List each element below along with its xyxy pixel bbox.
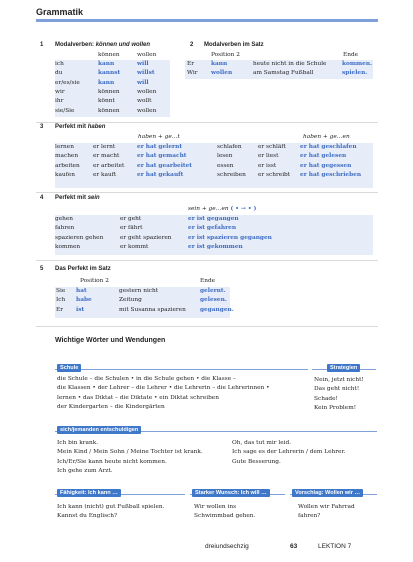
present-form: er schreibt — [258, 171, 291, 178]
divider — [36, 260, 378, 261]
modal-pronoun: er/es/sie — [55, 79, 80, 86]
s5-middle: mit Susanna spazieren — [119, 306, 186, 313]
infinitive: lernen — [55, 144, 74, 150]
present-form: er lernt — [93, 144, 116, 150]
divider — [36, 326, 378, 327]
schule-line: lernen • das Diktat – die Diktate • ein Diktat schreiben — [57, 394, 219, 401]
modal-koennen-form: könnt — [98, 98, 115, 105]
footer-page-word: dreiundsechzig — [205, 543, 249, 550]
entschuldigen-right-line: Oh, das tut mir leid. — [232, 440, 292, 446]
wunsch-label: Starker Wunsch: Ich will … — [192, 489, 270, 497]
divider — [36, 122, 378, 123]
modal-wollen-form: willst — [137, 70, 155, 77]
infinitive: machen — [55, 153, 79, 160]
modal-wollen-form: will — [137, 79, 149, 86]
s5-subject: Sie — [56, 288, 66, 294]
section-1-title-main: Modalverben: — [55, 42, 95, 48]
s2-head-ende: Ende — [343, 52, 359, 58]
s3-head-right: haben + ge…en — [303, 134, 350, 140]
s2-modal-verb: kann — [211, 61, 228, 67]
s3-head-left: haben + ge…t — [138, 134, 180, 140]
section-3-number: 3 — [40, 124, 44, 130]
section-2-title: Modalverben im Satz — [204, 42, 264, 48]
present-form: er isst — [258, 162, 277, 169]
s5-head-pos2: Position 2 — [80, 278, 109, 284]
section-1-title-italic: können und wollen — [95, 42, 151, 48]
section-3-title-italic: haben — [87, 124, 106, 130]
s5-subject: Ich — [56, 297, 66, 304]
s5-aux-verb: habe — [76, 297, 92, 304]
present-form: er geht — [120, 216, 142, 222]
infinitive: spazieren gehen — [55, 234, 104, 241]
perfect-form: er hat geschlafen — [300, 144, 357, 150]
modal-pronoun: wir — [55, 88, 65, 95]
perfect-form: er hat gemacht — [137, 153, 187, 160]
words-title: Wichtige Wörter und Wendungen — [55, 337, 166, 344]
section-1-title — [55, 42, 150, 48]
s5-aux-verb: hat — [76, 288, 87, 294]
perfect-form: er ist gekommen — [188, 243, 243, 250]
s2-head-pos2: Position 2 — [211, 52, 240, 58]
s5-participle: gelernt. — [200, 288, 226, 294]
section-4-title-main: Perfekt mit — [55, 195, 87, 201]
s2-infinitive: spielen. — [342, 70, 368, 77]
strategien-label: Strategien — [327, 364, 360, 372]
page-title: Grammatik — [36, 7, 84, 17]
entschuldigen-left-line: Ich bin krank. — [57, 440, 99, 446]
faehigkeit-line: Kannst du Englisch? — [57, 513, 118, 520]
infinitive: schreiben — [217, 171, 246, 178]
modal-wollen-form: wollen — [137, 107, 157, 114]
perfect-form: er hat gelernt — [137, 144, 183, 150]
perfect-form: er ist gefahren — [188, 225, 237, 232]
perfect-form: er hat gekauft — [137, 171, 184, 178]
section-5-title: Das Perfekt im Satz — [55, 266, 111, 272]
section-4-title-italic: sein — [87, 195, 100, 201]
section-4-number: 4 — [40, 195, 44, 201]
perfect-form: er hat gearbeitet — [137, 162, 192, 169]
infinitive: schlafen — [217, 144, 242, 150]
section-3-title — [55, 124, 105, 130]
infinitive: gehen — [55, 216, 74, 222]
modal-wollen-form: wollt — [137, 98, 152, 105]
strategien-line: Kein Problem! — [314, 404, 357, 411]
s2-middle: am Samstag Fußball — [253, 70, 314, 77]
schule-line: die Klassen • der Lehrer – die Lehrer • die Lehrerin – die Lehrerinnen • — [57, 385, 270, 392]
s5-head-ende: Ende — [200, 278, 216, 284]
s5-middle: gestern nicht — [119, 288, 159, 294]
present-form: er liest — [258, 153, 279, 160]
s1-head-koennen: können — [98, 52, 120, 58]
modal-wollen-form: will — [137, 61, 149, 67]
perfect-form: er hat geschrieben — [300, 171, 362, 178]
infinitive: arbeiten — [55, 162, 80, 169]
present-form: er kauft — [93, 171, 117, 178]
wunsch-line: Wir wollen ins — [194, 504, 237, 510]
present-form: er kommt — [120, 243, 149, 250]
footer-page-number: 63 — [290, 543, 298, 550]
modal-pronoun: du — [55, 70, 63, 77]
section-4-title — [55, 195, 100, 201]
modal-koennen-form: kannst — [98, 70, 121, 77]
wunsch-line: Schwimmbad gehen. — [194, 513, 256, 520]
modal-pronoun: ich — [55, 61, 64, 67]
header-rule — [36, 19, 378, 22]
entschuldigen-left-line: Ich gehe zum Arzt. — [57, 467, 113, 474]
schule-line: die Schule – die Schulen • in die Schule gehen • die Klasse – — [57, 376, 236, 382]
entschuldigen-label: sich/jemanden entschuldigen — [57, 426, 141, 434]
schule-label: Schule — [57, 364, 81, 372]
s2-subject: Er — [187, 61, 195, 67]
modal-koennen-form: können — [98, 107, 120, 114]
entschuldigen-right-line: Gute Besserung. — [232, 458, 281, 465]
divider — [36, 192, 378, 193]
s4-head-formula: sein + ge…en — [188, 206, 229, 212]
perfect-form: er hat gelesen — [300, 153, 347, 160]
section-2-number: 2 — [190, 42, 194, 48]
schule-rule — [55, 369, 308, 370]
s5-aux-verb: ist — [76, 306, 85, 313]
modal-koennen-form: kann — [98, 61, 115, 67]
perfect-form: er hat gegessen — [300, 162, 352, 169]
s4-head — [188, 206, 256, 212]
modal-koennen-form: kann — [98, 79, 115, 86]
schule-line: der Kindergarten – die Kindergärten — [57, 403, 165, 410]
present-form: er macht — [93, 153, 120, 160]
entschuldigen-left-line: Ich/Er/Sie kann heute nicht kommen. — [57, 458, 167, 465]
vorschlag-line: Wollen wir Fahrrad — [298, 504, 355, 510]
perfect-form: er ist spazieren gegangen — [188, 234, 272, 241]
strategien-line: Das geht nicht! — [314, 386, 360, 393]
entschuldigen-left-line: Mein Kind / Mein Sohn / Meine Tochter ist krank. — [57, 449, 203, 456]
infinitive: essen — [217, 162, 234, 169]
entschuldigen-right-line: Ich sage es der Lehrerin / dem Lehrer. — [232, 449, 346, 456]
s5-participle: gegangen. — [200, 306, 234, 313]
infinitive: kommen — [55, 243, 81, 250]
s5-subject: Er — [56, 306, 64, 313]
strategien-line: Schade! — [314, 395, 338, 402]
infinitive: lesen — [217, 153, 233, 160]
present-form: er arbeitet — [93, 162, 125, 169]
s2-infinitive: kommen. — [342, 61, 373, 67]
s2-modal-verb: wollen — [211, 70, 233, 77]
footer-lektion: LEKTION 7 — [318, 543, 352, 550]
infinitive: kaufen — [55, 171, 76, 178]
vorschlag-line: fahren? — [298, 513, 321, 520]
s5-participle: gelesen. — [200, 297, 227, 304]
section-1-number: 1 — [40, 42, 44, 48]
present-form: er schläft — [258, 144, 286, 150]
modal-wollen-form: wollen — [137, 88, 157, 95]
infinitive: fahren — [55, 225, 75, 232]
s4-head-symbol: ( • → • ) — [230, 206, 257, 212]
vorschlag-label: Vorschlag: Wollen wir … — [292, 489, 363, 497]
modal-pronoun: ihr — [55, 98, 64, 105]
perfect-form: er ist gegangen — [188, 216, 239, 222]
s5-middle: Zeitung — [119, 297, 142, 304]
s2-subject: Wir — [187, 70, 198, 77]
s1-head-wollen: wollen — [137, 52, 157, 58]
s2-middle: heute nicht in die Schule — [253, 61, 327, 67]
faehigkeit-label: Fähigkeit: Ich kann … — [57, 489, 121, 497]
present-form: er geht spazieren — [120, 234, 172, 241]
modal-pronoun: sie/Sie — [55, 107, 75, 114]
modal-koennen-form: können — [98, 88, 120, 95]
strategien-line: Nein, jetzt nicht! — [314, 377, 364, 383]
section-3-title-main: Perfekt mit — [55, 124, 87, 130]
faehigkeit-line: Ich kann (nicht) gut Fußball spielen. — [57, 504, 165, 510]
present-form: er fährt — [120, 225, 143, 232]
section-5-number: 5 — [40, 266, 44, 272]
